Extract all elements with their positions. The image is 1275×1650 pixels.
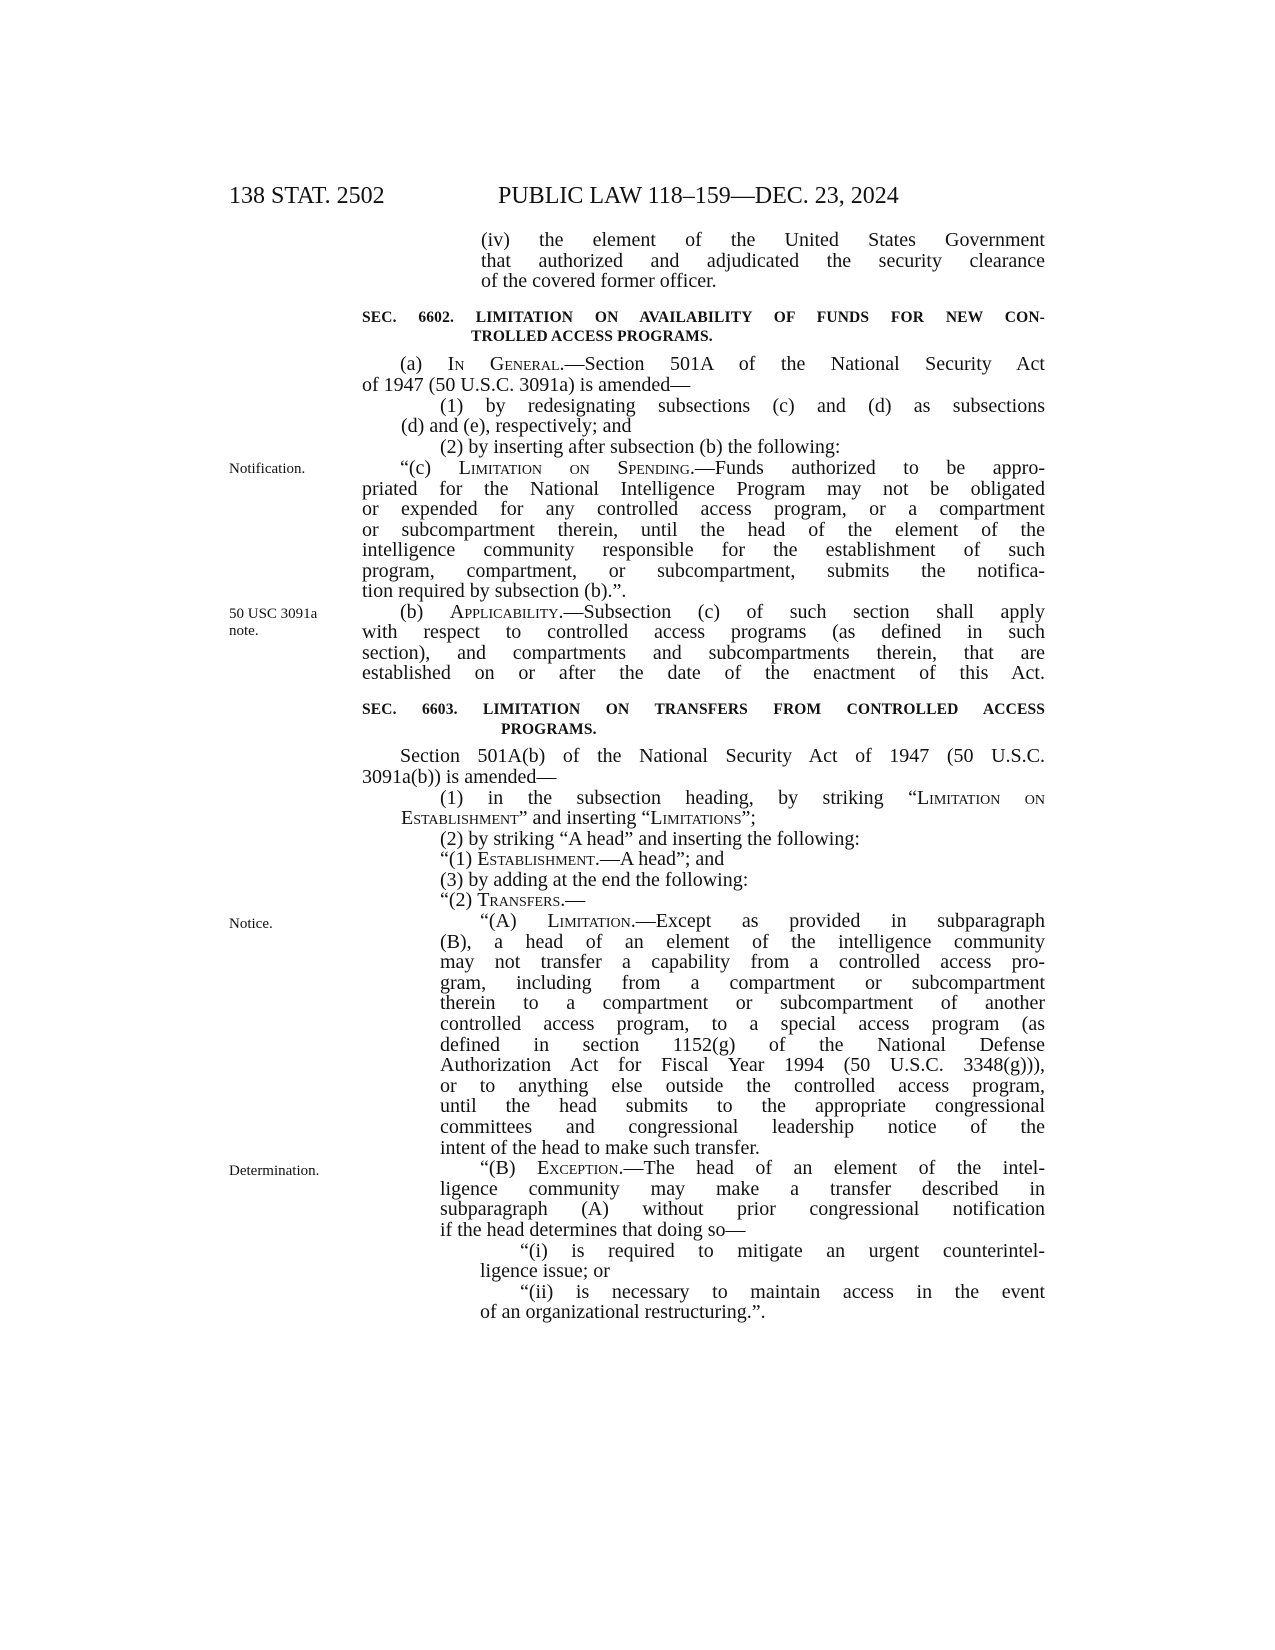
text-run: tion required by subsection (b).”. xyxy=(362,580,627,602)
text-line xyxy=(440,973,1045,994)
text-line xyxy=(440,870,1045,891)
text-line xyxy=(480,1158,1045,1179)
text-line xyxy=(440,1076,1045,1097)
text-line xyxy=(480,1302,1045,1323)
text-run: controlled access program, to a special access program (as xyxy=(440,1013,1045,1035)
small-caps-heading: In General xyxy=(447,353,560,375)
text-run: SEC. 6603. LIMITATION ON TRANSFERS FROM CONTROLLED ACCESS xyxy=(362,701,1045,718)
margin-note-determination: Determination. xyxy=(229,1163,320,1179)
text-run: if the head determines that doing so— xyxy=(440,1219,746,1241)
text-run: “(B) xyxy=(480,1157,538,1179)
text-run: therein to a compartment or subcompartment of another xyxy=(440,992,1045,1014)
margin-note-usc: 50 USC 3091a xyxy=(229,606,318,622)
text-run: “(1) xyxy=(440,848,478,870)
section-heading-line xyxy=(501,720,1045,739)
text-run: that authorized and adjudicated the security clearance xyxy=(481,250,1045,272)
margin-note-notification: Notification. xyxy=(229,461,306,477)
text-run: ligence community may make a transfer described in xyxy=(440,1178,1045,1200)
text-run: .—The head of an element of the intel- xyxy=(618,1157,1045,1179)
text-line xyxy=(520,1241,1045,1262)
text-run: “(A) xyxy=(480,910,548,932)
text-line xyxy=(440,952,1045,973)
text-run: .—Except as provided in subparagraph xyxy=(630,910,1045,932)
text-run: or to anything else outside the controlled access program, xyxy=(440,1075,1045,1097)
text-line xyxy=(440,788,1045,809)
text-line xyxy=(362,540,1045,561)
small-caps-heading: Limitations xyxy=(650,807,742,829)
text-line xyxy=(400,602,1045,623)
text-run: .— xyxy=(560,889,586,911)
text-line xyxy=(440,932,1045,953)
text-run: (1) by redesignating subsections (c) and (d) as subsections xyxy=(440,395,1045,417)
text-line xyxy=(362,561,1045,582)
text-line xyxy=(481,230,1045,251)
text-line xyxy=(400,746,1045,767)
text-run: (1) in the subsection heading, by striking “ xyxy=(440,787,917,809)
text-run: defined in section 1152(g) of the National Defense xyxy=(440,1034,1045,1056)
text-line xyxy=(440,1179,1045,1200)
margin-note-notice: Notice. xyxy=(229,916,273,932)
text-line xyxy=(480,1261,1045,1282)
section-heading-line xyxy=(362,308,1045,327)
text-run: may not transfer a capability from a controlled access pro- xyxy=(440,951,1045,973)
small-caps-heading: Transfers xyxy=(477,889,561,911)
text-run: (B), a head of an element of the intelligence community xyxy=(440,931,1045,953)
text-run: gram, including from a compartment or subcompartment xyxy=(440,972,1045,994)
text-line xyxy=(401,416,1045,437)
text-run: .—Subsection (c) of such section shall apply xyxy=(558,601,1045,623)
page-number-header: 138 STAT. 2502 xyxy=(229,183,385,209)
text-run: of 1947 (50 U.S.C. 3091a) is amended— xyxy=(362,374,691,396)
text-line xyxy=(362,643,1045,664)
text-line xyxy=(481,251,1045,272)
text-line xyxy=(440,1035,1045,1056)
small-caps-heading: Establishment xyxy=(401,807,519,829)
section-heading-line xyxy=(471,327,1045,346)
text-line xyxy=(401,808,1045,829)
text-run: (3) by adding at the end the following: xyxy=(440,869,749,891)
text-run: ”; xyxy=(741,807,756,829)
text-run: “(2) xyxy=(440,889,478,911)
text-run: Section 501A(b) of the National Security Act of 1947 (50 U.S.C. xyxy=(400,745,1045,767)
text-run: Authorization Act for Fiscal Year 1994 (50 U.S.C. 3348(g))), xyxy=(440,1054,1045,1076)
text-line xyxy=(362,581,1045,602)
text-run: “(c) xyxy=(400,457,459,479)
text-line xyxy=(400,458,1045,479)
text-run: “(ii) is necessary to maintain access in the event xyxy=(520,1281,1045,1303)
text-run: 3091a(b)) is amended— xyxy=(362,766,557,788)
small-caps-heading: Applicability xyxy=(449,601,559,623)
public-law-header: PUBLIC LAW 118–159—DEC. 23, 2024 xyxy=(498,183,899,209)
text-run: until the head submits to the appropriate congressional xyxy=(440,1095,1045,1117)
text-line xyxy=(440,1199,1045,1220)
text-line xyxy=(362,479,1045,500)
margin-note-note: note. xyxy=(229,623,259,639)
text-line xyxy=(440,1220,1045,1241)
text-run: (d) and (e), respectively; and xyxy=(401,415,632,437)
text-line xyxy=(362,499,1045,520)
text-line xyxy=(480,911,1045,932)
text-run: ligence issue; or xyxy=(480,1260,610,1282)
text-run: (2) by striking “A head” and inserting the following: xyxy=(440,828,860,850)
small-caps-heading: Exception xyxy=(537,1157,619,1179)
text-run: (a) xyxy=(400,353,448,375)
text-run: (2) by inserting after subsection (b) the following: xyxy=(440,436,841,458)
text-line xyxy=(520,1282,1045,1303)
text-run: program, compartment, or subcompartment, submits the notifica- xyxy=(362,560,1045,582)
text-run: section), and compartments and subcompartments therein, that are xyxy=(362,642,1045,664)
text-run: or expended for any controlled access program, or a compartment xyxy=(362,498,1045,520)
text-run: .—Section 501A of the National Security Act xyxy=(559,353,1045,375)
text-run: ” and inserting “ xyxy=(518,807,651,829)
text-run: committees and congressional leadership notice of the xyxy=(440,1116,1045,1138)
text-line xyxy=(362,767,1045,788)
text-run: TROLLED ACCESS PROGRAMS. xyxy=(471,328,713,345)
text-line xyxy=(440,437,1045,458)
text-line xyxy=(440,890,1045,911)
text-run: of the covered former officer. xyxy=(481,270,717,292)
text-line xyxy=(400,354,1045,375)
text-run: (b) xyxy=(400,601,450,623)
text-run: or subcompartment therein, until the head of the element of the xyxy=(362,519,1045,541)
text-run: “(i) is required to mitigate an urgent counterintel- xyxy=(520,1240,1045,1262)
text-run: with respect to controlled access programs (as defined in such xyxy=(362,621,1045,643)
text-line xyxy=(362,375,1045,396)
text-run: subparagraph (A) without prior congressional notification xyxy=(440,1198,1045,1220)
small-caps-heading: Limitation on xyxy=(916,787,1046,809)
text-run: (iv) the element of the United States Government xyxy=(481,229,1045,251)
text-line xyxy=(440,1096,1045,1117)
text-line xyxy=(440,1014,1045,1035)
text-line xyxy=(481,271,1045,292)
text-run: intent of the head to make such transfer. xyxy=(440,1137,760,1159)
text-line xyxy=(440,396,1045,417)
text-line xyxy=(440,1055,1045,1076)
small-caps-heading: Limitation xyxy=(547,910,631,932)
text-line xyxy=(440,829,1045,850)
text-line xyxy=(440,1138,1045,1159)
text-run: SEC. 6602. LIMITATION ON AVAILABILITY OF FUNDS FOR NEW CON- xyxy=(362,309,1045,326)
text-run: .—Funds authorized to be appro- xyxy=(689,457,1045,479)
text-run: of an organizational restructuring.”. xyxy=(480,1301,766,1323)
small-caps-heading: Establishment xyxy=(477,848,595,870)
text-line xyxy=(440,1117,1045,1138)
text-run: intelligence community responsible for the establishment of such xyxy=(362,539,1045,561)
text-line xyxy=(362,663,1045,684)
text-run: established on or after the date of the enactment of this Act. xyxy=(362,662,1045,684)
small-caps-heading: Limitation on Spending xyxy=(458,457,690,479)
text-line xyxy=(440,993,1045,1014)
text-run: PROGRAMS. xyxy=(501,721,597,738)
text-run: priated for the National Intelligence Program may not be obligated xyxy=(362,478,1045,500)
text-line xyxy=(440,849,1045,870)
text-run: .—A head”; and xyxy=(594,848,725,870)
section-heading-line xyxy=(362,700,1045,719)
text-line xyxy=(362,622,1045,643)
text-line xyxy=(362,520,1045,541)
